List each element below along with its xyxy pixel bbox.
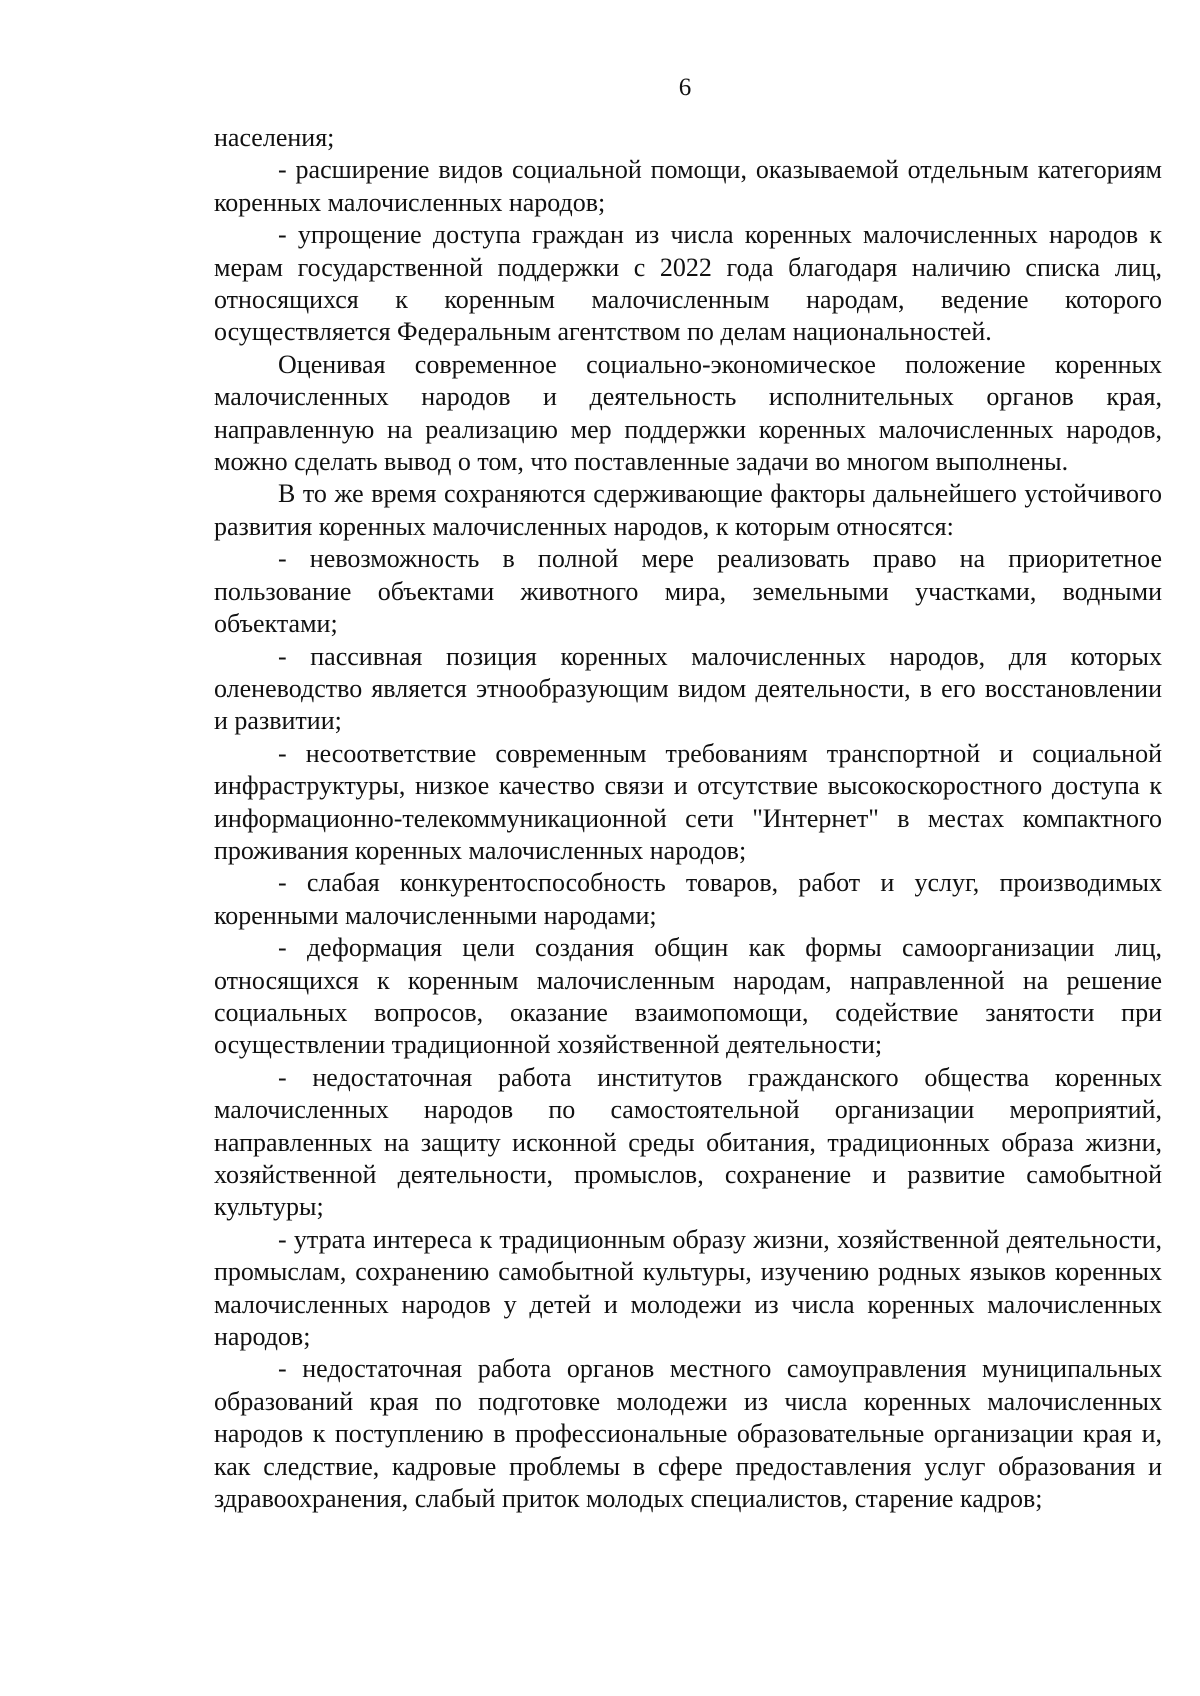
list-item-priority-use: - невозможность в полной мере реализовать право на приоритетное пользование объектами животного мира, земельными участками, водными объектами; — [214, 544, 1162, 639]
list-item-passive-position: - пассивная позиция коренных малочисленных народов, для которых оленеводство является этнообразующим видом деятельности, в его восстановлении и развитии; — [214, 641, 1162, 736]
document-body — [214, 122, 1162, 1515]
list-item-local-government: - недостаточная работа органов местного самоуправления муниципальных образований края по подготовке молодежи из числа коренных малочисленных народов к поступлению в профессиональные образовательные организации края и, как следствие, кадровые проблемы в сфере предоставления услуг образования и здравоохранения, слабый приток молодых специалистов, старение кадров; — [214, 1354, 1162, 1514]
paragraph-assessment: Оценивая современное социально-экономическое положение коренных малочисленных народов и деятельность исполнительных органов края, направленную на реализацию мер поддержки коренных малочисленных народов, можно сделать вывод о том, что поставленные задачи во многом выполнены. — [214, 349, 1162, 477]
list-item-social-assistance: - расширение видов социальной помощи, оказываемой отдельным категориям коренных малочисленных народов; — [214, 155, 1162, 217]
list-item-infrastructure: - несоответствие современным требованиям транспортной и социальной инфраструктуры, низкое качество связи и отсутствие высокоскоростного доступа к информационно-телекоммуникационной сети "Интернет" в местах компактного проживания коренных малочисленных народов; — [214, 738, 1162, 865]
paragraph-constraining-factors: В то же время сохраняются сдерживающие факторы дальнейшего устойчивого развития коренных малочисленных народов, к которым относятся: — [214, 479, 1162, 541]
page-number: 6 — [678, 74, 692, 101]
list-item-loss-of-interest: - утрата интереса к традиционным образу жизни, хозяйственной деятельности, промыслам, сохранению самобытной культуры, изучению родных языков коренных малочисленных народов у детей и молодежи из числа коренных малочисленных народов; — [214, 1224, 1162, 1352]
list-item-community-deformation: - деформация цели создания общин как формы самоорганизации лиц, относящихся к коренным малочисленным народам, направленной на решение социальных вопросов, оказание взаимопомощи, содействие занятости при осуществлении традиционной хозяйственной деятельности; — [214, 933, 1162, 1060]
paragraph-continuation: населения; — [214, 123, 335, 152]
list-item-competitiveness: - слабая конкурентоспособность товаров, работ и услуг, производимых коренными малочисленными народами; — [214, 868, 1162, 930]
list-item-simplified-access: - упрощение доступа граждан из числа коренных малочисленных народов к мерам государственной поддержки с 2022 года благодаря наличию списка лиц, относящихся к коренным малочисленным народам, ведение которого осуществляется Федеральным агентством по делам национальностей. — [214, 220, 1162, 347]
list-item-civil-society: - недостаточная работа институтов гражданского общества коренных малочисленных народов по самостоятельной организации мероприятий, направленных на защиту исконной среды обитания, традиционных образа жизни, хозяйственной деятельности, промыслов, сохранение и развитие самобытной культуры; — [214, 1062, 1162, 1222]
